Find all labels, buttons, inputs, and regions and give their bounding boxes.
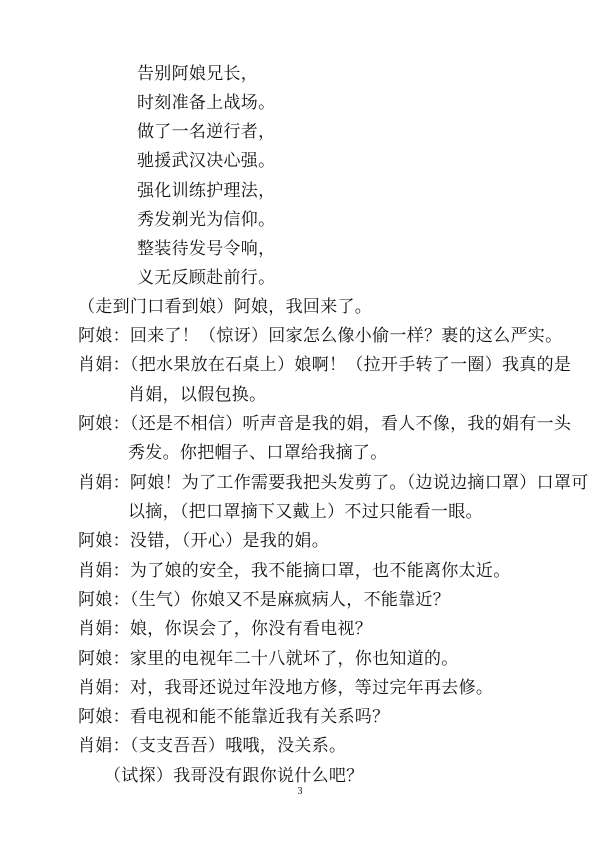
- dialogue-line: 阿娘：（生气）你娘又不是麻疯病人，不能靠近？: [78, 590, 451, 610]
- dialogue-line: 肖娟：为了娘的安全，我不能摘口罩，也不能离你太近。: [78, 561, 511, 581]
- dialogue-continuation: 肖娟，以假包换。: [128, 385, 267, 405]
- dialogue-line: 阿娘：（还是不相信）听声音是我的娟，看人不像，我的娟有一头: [78, 414, 572, 434]
- poem-line: 做了一名逆行者，: [137, 122, 276, 142]
- poem-line: 秀发剃光为信仰。: [137, 210, 276, 230]
- dialogue-line: 肖娟：（把水果放在石桌上）娘啊！（拉开手转了一圈）我真的是: [78, 355, 572, 375]
- page-number: 3: [297, 786, 303, 797]
- poem-line: 整装待发号令响，: [137, 239, 276, 259]
- poem-line: 驰援武汉决心强。: [137, 151, 276, 171]
- dialogue-line: 阿娘：家里的电视年二十八就坏了，你也知道的。: [78, 649, 459, 669]
- dialogue-line: 肖娟：娘，你误会了，你没有看电视？: [78, 619, 373, 639]
- stage-direction: （走到门口看到娘）阿娘，我回来了。: [78, 297, 373, 317]
- dialogue-continuation: （试探）我哥没有跟你说什么吧？: [104, 766, 364, 786]
- dialogue-line: 阿娘：看电视和能不能靠近我有关系吗？: [78, 707, 390, 727]
- dialogue-line: 阿娘：回来了！（惊讶）回家怎么像小偷一样？裹的这么严实。: [78, 326, 563, 346]
- poem-line: 时刻准备上战场。: [137, 93, 276, 113]
- poem-line: 义无反顾赴前行。: [137, 268, 276, 288]
- dialogue-continuation: 以摘，（把口罩摘下又戴上）不过只能看一眼。: [128, 502, 483, 522]
- dialogue-line: 阿娘：没错，（开心）是我的娟。: [78, 531, 329, 551]
- dialogue-continuation: 秀发。你把帽子、口罩给我摘了。: [128, 443, 388, 463]
- dialogue-line: 肖娟：对，我哥还说过年没地方修，等过完年再去修。: [78, 678, 494, 698]
- poem-line: 强化训练护理法，: [137, 181, 276, 201]
- poem-line: 告别阿娘兄长，: [137, 64, 259, 84]
- dialogue-line: 肖娟：阿娘！为了工作需要我把头发剪了。（边说边摘口罩）口罩可: [78, 473, 589, 493]
- dialogue-line: 肖娟：（支支吾吾）哦哦，没关系。: [78, 736, 347, 756]
